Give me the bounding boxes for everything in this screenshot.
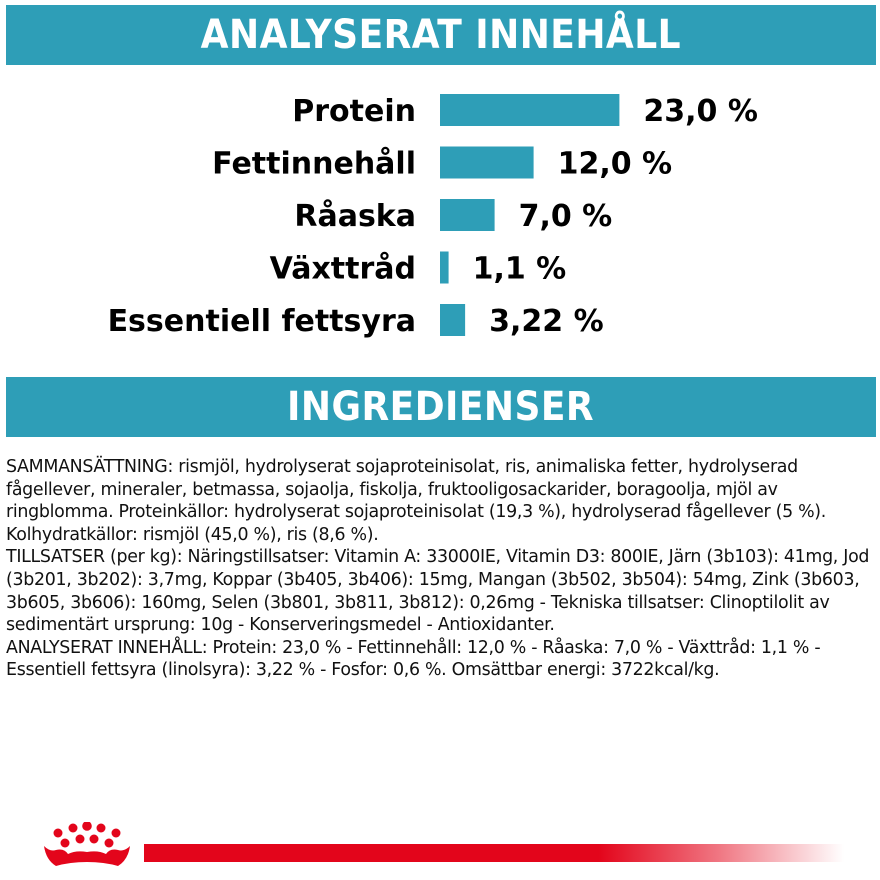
ingredients-text xyxy=(6,456,874,682)
category-label-raaska: Råaska xyxy=(294,199,416,234)
category-label-protein: Protein xyxy=(292,94,416,129)
category-label-vaxttrad: Växttråd xyxy=(269,251,416,287)
ingredients-title: INGREDIENSER xyxy=(287,384,595,430)
analysis-header-band xyxy=(6,5,876,65)
additives-paragraph: TILLSATSER (per kg): Näringstillsatser: Vitamin A: 33000IE, Vitamin D3: 800IE, Järn (3b103): 41mg, Jod (3b201, 3b202): 3,7mg, Koppar (3b405, 3b406): 15mg, Mangan (3b502, 3b504): 54mg, Zink (3b603, 3b605, 3b606): 160mg, Selen (3b801, 3b811, 3b812): 0,26mg - Tekniska tillsatser: Clinoptilolit av sedimentärt ursprung: 10g - Konserveringsmedel - Antioxidanter. xyxy=(6,547,875,636)
bar-raaska xyxy=(440,199,495,231)
analysis-paragraph: ANALYSERAT INNEHÅLL: Protein: 23,0 % - Fettinnehåll: 12,0 % - Råaska: 7,0 % - Växttråd: 1,1 % - Essentiell fettsyra (linolsyra): 3,22 % - Fosfor: 0,6 %. Omsättbar energi: 3722kcal/kg. xyxy=(6,637,826,681)
composition-paragraph: SAMMANSÄTTNING: rismjöl, hydrolyserat sojaproteinisolat, ris, animaliska fetter, hydrolyserad fågellever, mineraler, betmassa, sojaolja, fiskolja, fruktooligosackarider, boragoolja, mjöl av ringblomma. Proteinkällor: hydrolyserat sojaproteinisolat (19,3 %), hydrolyserad fågellever (5 %). Kolhydratkällor: rismjöl (45,0 %), ris (8,6 %). xyxy=(6,457,832,545)
category-label-essentiell-fettsyra: Essentiell fettsyra xyxy=(107,304,416,339)
category-label-fettinnehall: Fettinnehåll xyxy=(212,146,416,182)
bar-protein xyxy=(440,94,619,126)
value-label-essentiell-fettsyra: 3,22 % xyxy=(489,304,604,339)
crown-logo-icon xyxy=(38,822,136,872)
footer-red-stripe xyxy=(144,844,844,862)
analysis-title: ANALYSERAT INNEHÅLL xyxy=(200,12,682,58)
ingredients-header-band xyxy=(6,377,876,437)
bar-essentiell-fettsyra xyxy=(440,304,465,336)
value-label-raaska: 7,0 % xyxy=(518,199,613,234)
analysis-bar-chart xyxy=(0,70,880,370)
bar-vaxttrad xyxy=(440,252,449,284)
bar-fettinnehall xyxy=(440,147,534,179)
value-label-fettinnehall: 12,0 % xyxy=(557,146,673,182)
value-label-vaxttrad: 1,1 % xyxy=(472,251,567,287)
value-label-protein: 23,0 % xyxy=(643,94,758,129)
